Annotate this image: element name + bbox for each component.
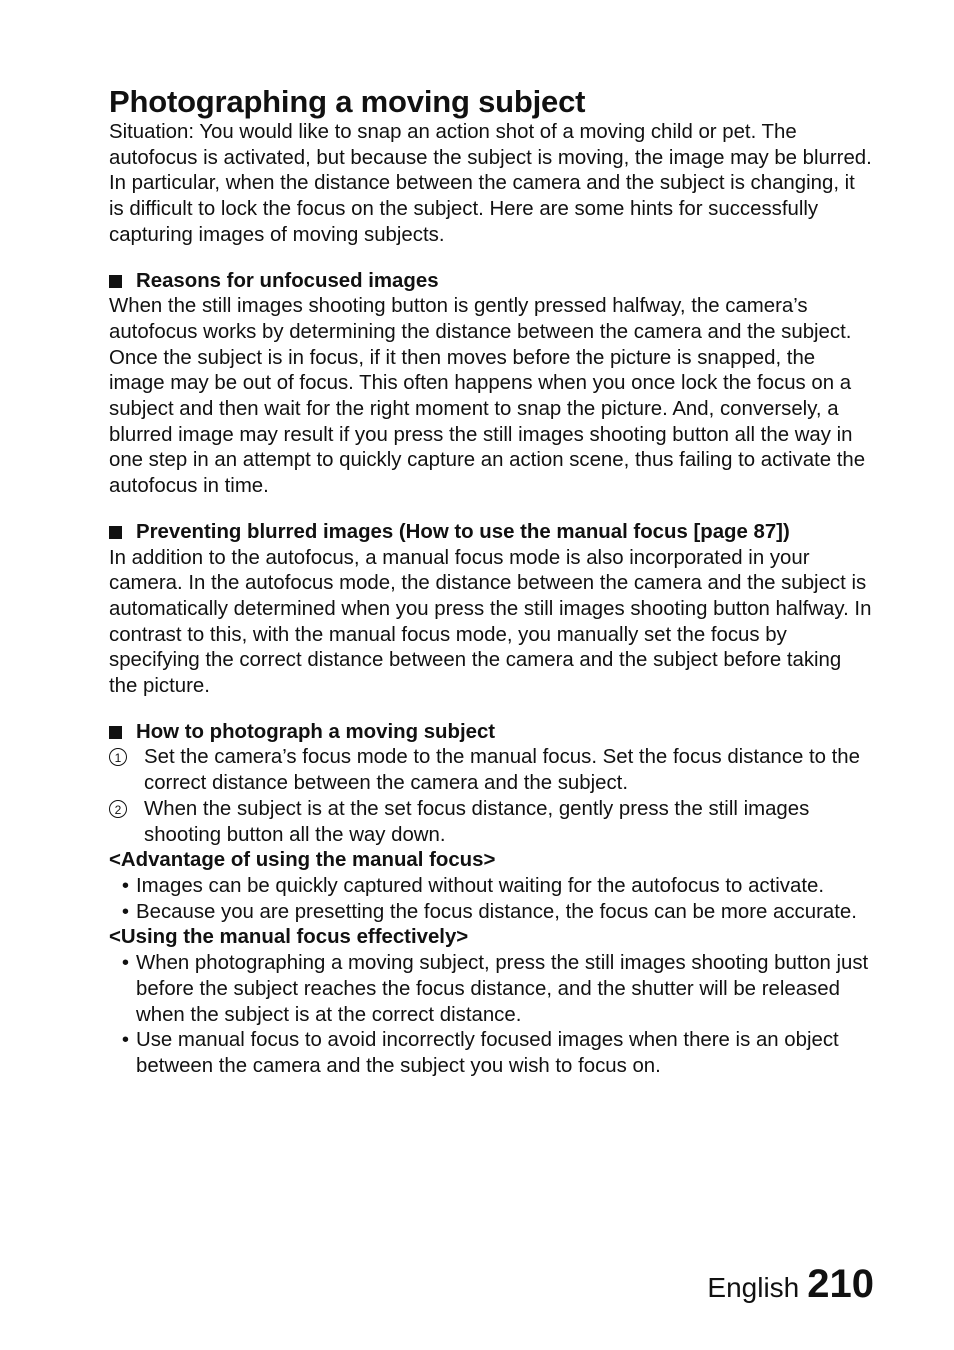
reasons-paragraph: When the still images shooting button is gently pressed halfway, the camera’s autofocus works by determining the distance between the camera and the subject. Once the subject is in focus, if it then moves before the picture is snapped, the image may be out of focus. This often happens when you once lock the focus on a subject and then wait for the right moment to snap the picture. And, conversely, a blurred image may result if you press the still images shooting button all the way in one step in an attempt to quickly capture an action scene, thus failing to activate the autofocus in time. — [109, 295, 866, 498]
page-number: 210 — [807, 1262, 874, 1306]
square-bullet-icon — [109, 526, 122, 539]
effective-heading: <Using the manual focus effectively> — [109, 926, 469, 949]
page-footer — [707, 1262, 874, 1307]
preventing-paragraph: In addition to the autofocus, a manual focus mode is also incorporated in your camera. In the autofocus mode, the distance between the camera and the subject is automatically determined when you press the still images shooting button halfway. In contrast to this, with the manual focus mode, you manually set the focus by specifying the correct distance between the camera and the subject before taking the picture. — [109, 546, 872, 698]
list-item: • Use manual focus to avoid incorrectly focused images when there is an object between the camera and the subject you wish to focus on. — [109, 1028, 874, 1079]
intro-paragraph: Situation: You would like to snap an action shot of a moving child or pet. The autofocus is activated, but because the subject is moving, the image may be blurred. In particular, when the distance between the camera and the subject is changing, it is difficult to lock the focus on the subject. Here are some hints for successfully capturing images of moving subjects. — [109, 121, 872, 246]
section-heading-preventing: Preventing blurred images (How to use the manual focus [page 87]) — [109, 520, 874, 546]
section-heading-howto: How to photograph a moving subject — [109, 720, 874, 746]
circled-number-icon: 1 — [109, 748, 127, 766]
bullet-dot-icon: • — [121, 874, 130, 897]
bullet-dot-icon: • — [121, 900, 130, 923]
step-item — [109, 797, 874, 848]
page-title: Photographing a moving subject — [109, 84, 586, 119]
footer-language: English — [707, 1272, 800, 1303]
bullet-dot-icon: • — [121, 952, 130, 975]
circled-number-icon: 2 — [109, 800, 127, 818]
list-item: • Because you are presetting the focus distance, the focus can be more accurate. — [109, 900, 874, 926]
step-text: When the subject is at the set focus distance, gently press the still images shooting button all the way down. — [144, 797, 810, 846]
square-bullet-icon — [109, 726, 122, 739]
section-heading-reasons: Reasons for unfocused images — [109, 269, 874, 295]
bullet-dot-icon: • — [121, 1029, 130, 1052]
page-content — [109, 84, 874, 1080]
list-item: • Images can be quickly captured without waiting for the autofocus to activate. — [109, 874, 874, 900]
step-text: Set the camera’s focus mode to the manual focus. Set the focus distance to the correct distance between the camera and the subject. — [144, 746, 860, 795]
square-bullet-icon — [109, 275, 122, 288]
advantage-heading: <Advantage of using the manual focus> — [109, 849, 496, 872]
step-item — [109, 745, 874, 796]
list-item: • When photographing a moving subject, press the still images shooting button just before the subject reaches the focus distance, and the shutter will be released when the subject is at the correct distance. — [109, 951, 874, 1028]
